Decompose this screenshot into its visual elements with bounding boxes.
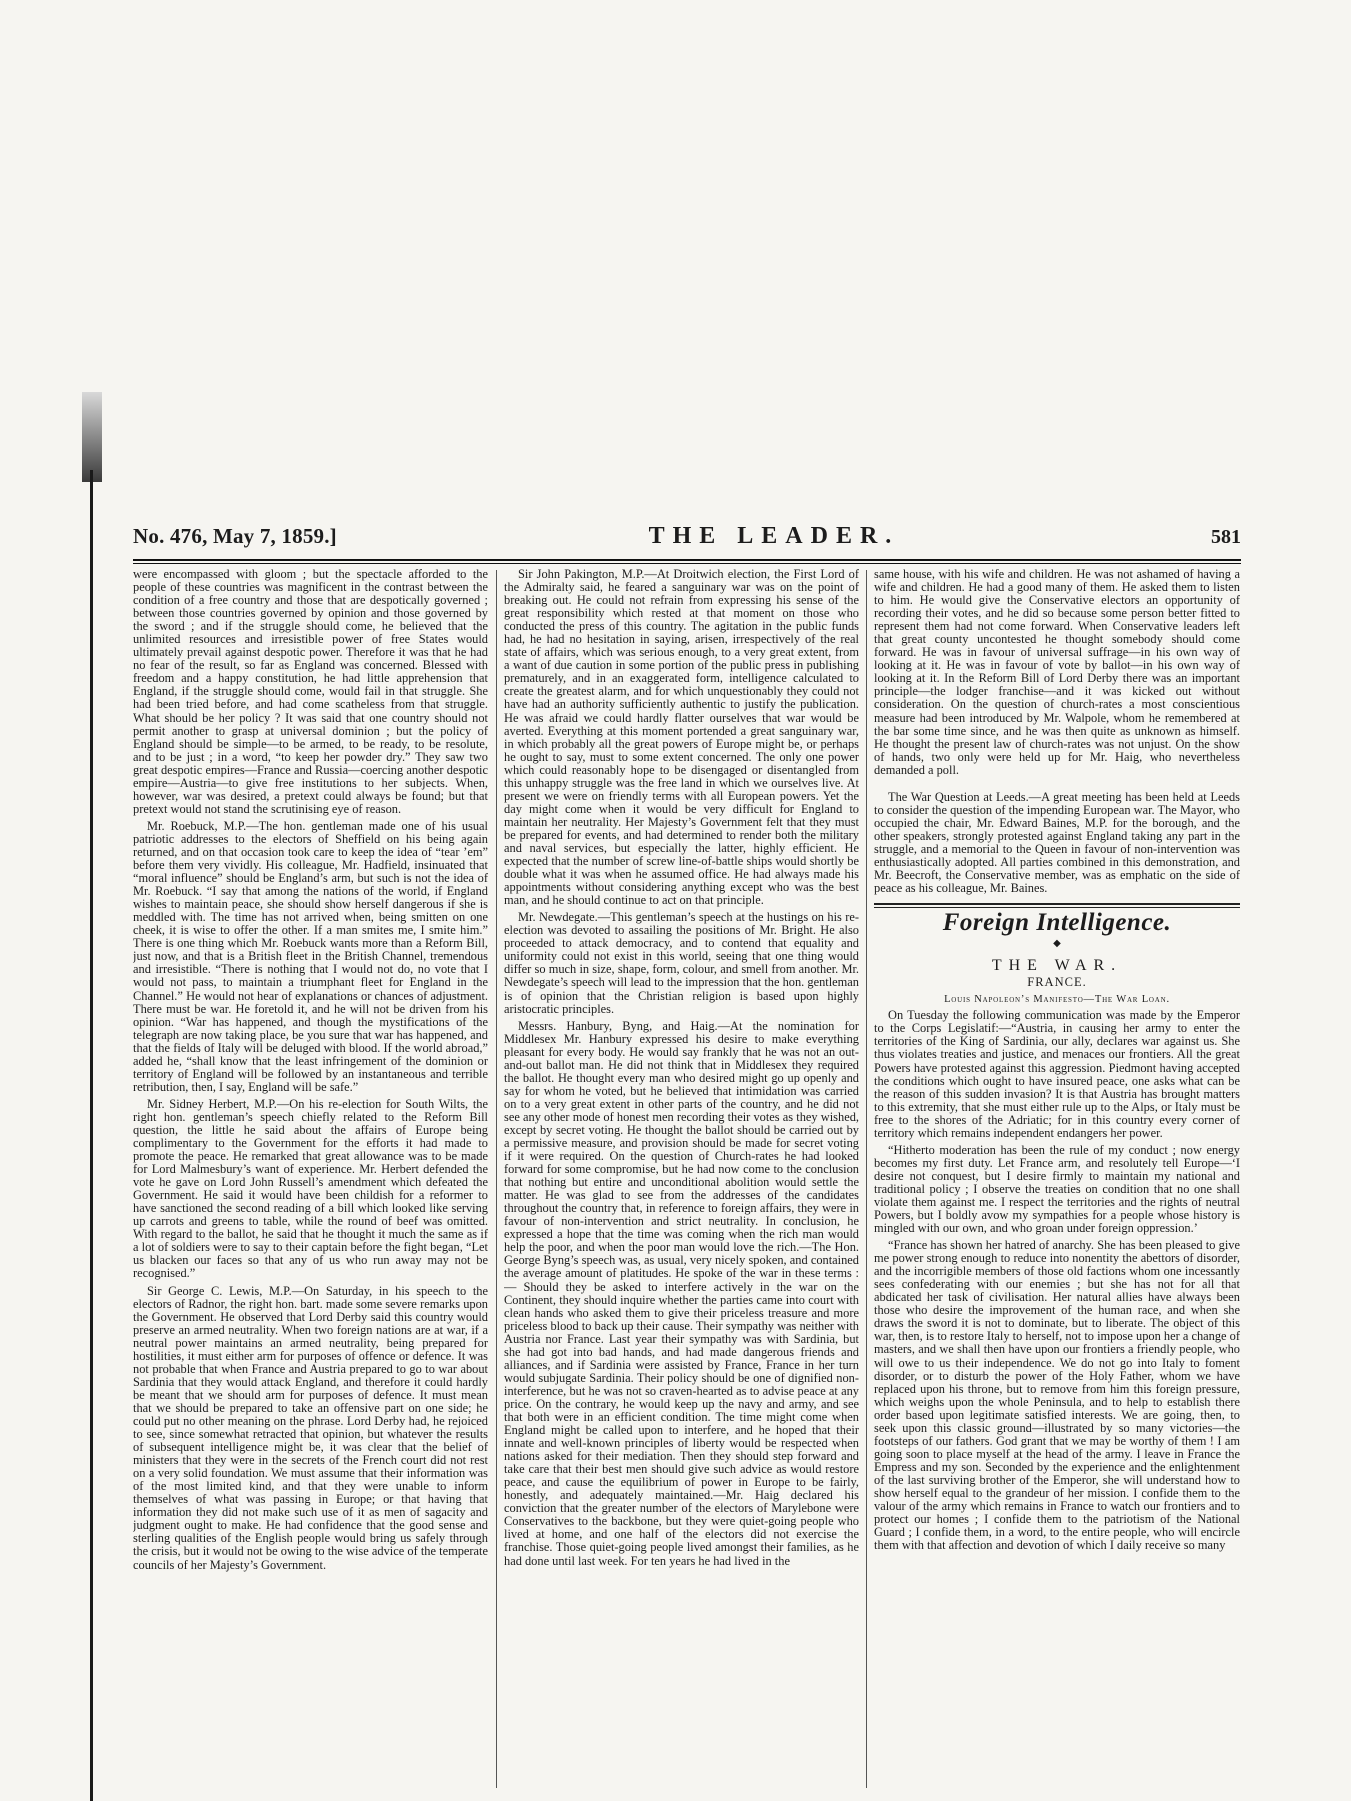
paragraph-middlesex: Messrs. Hanbury, Byng, and Haig.—At the nomination for Middlesex Mr. Hanbury expressed his desire to make everything pleasant for every body. He would say frankly that he was not an out-and-out ballot man. He did not think that in Middlesex they required the ballot. He thought every man who desired might go up openly and say for whom he voted, but he believed that intimidation was carried on to a very great extent in other parts of the country, and he did not see any other mode of honest men recording their votes as they wished, except by secret voting. He thought the ballot should be carried out by a permissive measure, and provision should be made for secret voting if it were required. On the question of Church-rates he had looked forward for some compromise, but he had now come to the conclusion that nothing but entire and unconditional abolition would settle the matter. He was glad to see from the addresses of the candidates throughout the country that, in reference to foreign affairs, they were in favour of non-intervention and strict neutrality. In conclusion, he expressed a hope that the time was coming when the rich man would help the poor, and when the poor man would love the rich.—The Hon. George Byng’s speech was, as usual, very nicely spoken, and contained the average amount of platitudes. He spoke of the war in these terms :— Should they be asked to interfere actively in the war on the Continent, they should inquire whether the parties came into court with clean hands who asked them to give their priceless treasure and more priceless blood to back up their cause. Their sympathy was neither with Austria nor France. Last year their sympathy was with Sardinia, but she had got into bad hands, and had made dangerous friends and alliances, and if Sardinia were assisted by France, France in her turn would subjugate Sardinia. Their policy should be one of dignified non-interference, but he was not so craven-hearted as to advise peace at any price. On the contrary, he would keep up the navy and army, and see that both were in an efficient condition. The time might come when England might be called upon to interfere, and he hoped that their innate and well-known principles of liberty would be respected when nations asked for their mediation. Then they should step forward and take care that their best men should give such advice as would restore peace, and cause the equilibrium of power in Europe to be fairly, honestly, and adequately maintained.—Mr. Haig declared his conviction that the greater number of the electors of Marylebone were Conservatives to the backbone, but they were quiet-going people who lived at home, and one half of the electors did not exercise the franchise. Those quiet-going people lived amongst their families, as he had done until last week. For ten years he had lived in the [504, 1018, 859, 1568]
masthead [133, 523, 1241, 557]
masthead-rule [133, 559, 1241, 561]
paragraph-lewis: Sir George C. Lewis, M.P.—On Saturday, in his speech to the electors of Radnor, the right hon. bart. made some severe remarks upon the Government. He observed that Lord Derby said this country would preserve an armed neutrality. When two foreign nations are at war, if a neutral power maintains an armed neutrality, being prepared for hostilities, it must either arm for purposes of offence or defence. It was not probable that when France and Austria prepared to go to war about Sardinia that they would attack England, and therefore it could hardly be meant that we should arm for purposes of defence. It must mean that we should be prepared to take an offensive part on one side; he could put no other meaning on the phrase. Lord Derby had, he rejoiced to see, since somewhat retracted that opinion, but whatever the results of subsequent intelligence might be, it was clear that the belief of ministers that they were in the secrets of the French court did not rest on a very solid foundation. We must assume that their information was of the most limited kind, and that they were unable to inform themselves of what was passing in Europe; or that having that information they did not make such use of it as men of sagacity and judgment ought to make. He had confidence that the good sense and sterling qualities of the English people would bring us safely through the crisis, but it would not be owing to the wise advice of the temperate councils of her Majesty’s Government. [133, 1283, 488, 1572]
country-heading: FRANCE. [1027, 975, 1087, 990]
paragraph-herbert: Mr. Sidney Herbert, M.P.—On his re-election for South Wilts, the right hon. gentleman’s speech chiefly related to the Reform Bill question, the little he said about the affairs of Europe being complimentary to the Government for the efforts it had made to promote the peace. He remarked that great allowance was to be made for Lord Malmesbury’s want of experience. Mr. Herbert defended the vote he gave on Lord John Russell’s amendment which defeated the Government. He said it would have been childish for a reformer to have sanctioned the second reading of a bill which looked like serving up carrots and greens to table, while the round of beef was omitted. With regard to the ballot, he said that he thought it much the same as if a lot of soldiers were to say to their captain before the fight began, “Let us blacken our faces so that any of us who run away may not be recognised.” [133, 1096, 488, 1281]
newspaper-title: THE LEADER. [648, 523, 900, 549]
paragraph-manifesto: On Tuesday the following communication was made by the Emperor to the Corps Legislatif:—“Austria, in causing her army to enter the territories of the King of Sardinia, our ally, declares war against us. She thus violates treaties and justice, and menaces our frontiers. All the great Powers have protested against this aggression. Piedmont having accepted the conditions which ought to have insured peace, one asks what can be the reason of this sudden invasion? It is that Austria has brought matters to this extremity, that she must either rule up to the Alps, or Italy must be free to the shores of the Adriatic; for in this country every corner of territory which remains independent endangers her power. [874, 1008, 1240, 1140]
article-subhead: Louis Napoleon’s Manifesto—The War Loan. [944, 994, 1170, 1006]
paragraph-manifesto: “Hitherto moderation has been the rule of my conduct ; now energy becomes my first duty. Let France arm, and resolutely tell Europe—‘I desire not conquest, but I desire firmly to maintain my national and traditional policy ; I observe the treaties on condition that no one shall violate them against me. I respect the territories and the rights of neutral Powers, but I boldly avow my sympathies for a people whose history is mingled with our own, and who groan under foreign oppression.’ [874, 1142, 1240, 1236]
column-1 [133, 568, 488, 1790]
paragraph-manifesto: “France has shown her hatred of anarchy. She has been pleased to give me power strong enough to reduce into nonentity the abettors of disorder, and the incorrigible members of those old factions whom one incessantly sees confederating with our enemies ; but she has not for all that abdicated her task of civilisation. Her natural allies have always been those who desire the improvement of the human race, and when she draws the sword it is not to dominate, but to liberate. The object of this war, then, is to restore Italy to herself, not to impose upon her a change of masters, and we shall then have upon our frontiers a friendly people, who will owe to us their independence. We do not go into Italy to foment disorder, or to disturb the power of the Holy Father, whom we have replaced upon his throne, but to remove from him this foreign pressure, which weighs upon the whole Peninsula, and to help to establish there order based upon legitimate satisfied interests. We are going, then, to seek upon this classic ground—illustrated by so many victories—the footsteps of our fathers. God grant that we may be worthy of them ! I am going soon to place myself at the head of the army. I leave in France the Empress and my son. Seconded by the experience and the enlightenment of the last surviving brother of the Emperor, she will understand how to show herself equal to the grandeur of her mission. I confide them to the valour of the army which remains in France to watch our frontiers and to protect our homes ; I confide them to the patriotism of the National Guard ; I confide them, in a word, to the entire people, who will encircle them with that affection and devotion of which I daily receive so many [874, 1238, 1240, 1553]
section-title: Foreign Intelligence. [942, 909, 1172, 937]
paragraph-leeds: The War Question at Leeds.—A great meeting has been held at Leeds to consider the question of the impending European war. The Mayor, who occupied the chair, Mr. Edward Baines, M.P. for the borough, and the other speakers, strongly protested against England taking any part in the struggle, and a memorial to the Queen in favour of non-intervention was enthusiastically adopted. All parties combined in this demonstration, and Mr. Beecroft, the Conservative member, was as emphatic on the side of peace as his colleague, Mr. Baines. [874, 789, 1240, 896]
binding-edge [90, 470, 93, 1801]
page-number: 581 [1211, 526, 1241, 548]
paragraph: same house, with his wife and children. He was not ashamed of having a wife and children. He had a good many of them. He asked them to listen to him. He would give the Conservative electors an opportunity of recording their votes, and he did so because some person better fitted to represent them had not come forward. When Conservative leaders left that great county uncontested he thought somebody should come forward. He was in favour of universal suffrage—in his own way of looking at it. He was in favour of vote by ballot—in his own way of looking at it. In the Reform Bill of Lord Derby there was an important principle—the lodger franchise—and it was kicked out without consideration. On the question of church-rates a most conscientious measure had been introduced by Mr. Walpole, whom he remembered at the bar some time since, and he was then quite as unknown as himself. He thought the present law of church-rates was not unjust. On the show of hands, two only were held up for Mr. Haig, who nevertheless demanded a poll. [874, 568, 1240, 777]
column-3 [874, 568, 1240, 1790]
paragraph: were encompassed with gloom ; but the spectacle afforded to the people of these countries was magnificent in the contrast between the condition of a free country and those that are despotically governed ; between those countries governed by opinion and those governed by the sword ; and if the struggle should come, he believed that the unlimited resources and irresistible power of free States would ultimately prevail against despotic power. Therefore it was that he had no fear of the result, so far as England was concerned. Blessed with freedom and a happy constitution, he had little apprehension that England, if the struggle should come, would fail in that struggle. She had been tried before, and had come scatheless from that struggle. What should be her policy ? It was said that one country should not permit another to grasp at universal dominion ; but the policy of England should be simple—to be armed, to be ready, to be resolute, and to be just ; in a word, “to keep her powder dry.” They saw two great despotic empires—France and Russia—coercing another despotic empire—Austria—to give free institutions to her subjects. When, however, war was desired, a pretext could always be found; but that pretext would not stand the scrutinising eye of reason. [133, 568, 488, 816]
paragraph-pakington: Sir John Pakington, M.P.—At Droitwich election, the First Lord of the Admiralty said, he feared a sanguinary war was on the point of breaking out. He could not refrain from expressing his sense of the great responsibility which rested at that moment on those who conducted the press of this country. The agitation in the public funds had, he had no hesitation in saying, arisen, irrespectively of the real state of affairs, which was serious enough, to a very great extent, from a want of due caution in some portion of the public press in publishing prematurely, and in an exaggerated form, intelligence calculated to create the greatest alarm, and for which unquestionably they could not have had an authority sufficiently authentic to justify the publication. He was afraid we could hardly flatter ourselves that war would be averted. Everything at this moment portended a great sanguinary war, in which probably all the great powers of Europe might be, or perhaps he ought to say, must to some extent concerned. The only one power which could reasonably hope to be disengaged or disentangled from this unhappy struggle was the free land in which we ourselves live. At present we were on friendly terms with all European powers. Yet the day might come when it would be very difficult for England to maintain her neutrality. Her Majesty’s Government felt that they must be prepared for events, and had determined to render both the military and naval services, but especially the latter, highly efficient. He expected that the number of screw line-of-battle ships would shortly be double what it was when he assumed office. He had always made his appointments without considering anything except who was the best man, and he should continue to act on that principle. [504, 568, 859, 908]
column-2 [504, 568, 859, 1790]
binding-shadow [82, 392, 102, 482]
column-divider [496, 570, 497, 1788]
section-rule-thin [874, 907, 1240, 908]
paragraph-roebuck: Mr. Roebuck, M.P.—The hon. gentleman made one of his usual patriotic addresses to the electors of Sheffield on his being again returned, and on that occasion took care to keep the idea of “tear ’em” before them very vividly. His colleague, Mr. Hadfield, insinuated that “moral influence” should be England’s arm, but such is not the idea of Mr. Roebuck. “I say that among the nations of the world, if England wishes to maintain peace, she should show herself dangerous if she is meddled with. The time has not arrived when, being smitten on one cheek, it is wise to offer the other. If a man smites me, I smite him.” There is one thing which Mr. Roebuck wants more than a Reform Bill, just now, and that is a British fleet in the British Channel, tremendous and irresistible. “There is nothing that I would not do, no vote that I would not pass, to maintain a triumphant fleet for England in the Channel.” He would not hear of explanations or chances of adjustment. There must be war. He foretold it, and he will not be driven from his opinion. “War has happened, and though the mystifications of the telegraph are now taking place, be you sure that war has happened, and that the fields of Italy will be deluged with blood. If the world abroad,” added he, “shall know that the least infringement of the dominion or territory of England will be followed by an instantaneous and terrible retribution, then, I say, England will be safe.” [133, 818, 488, 1094]
section-subtitle: THE WAR. [991, 957, 1123, 975]
issue-date: No. 476, May 7, 1859.] [133, 524, 337, 548]
paragraph-newdegate: Mr. Newdegate.—This gentleman’s speech at the hustings on his re-election was devoted to assailing the positions of Mr. Bright. He also proceeded to attack democracy, and to contend that equality and uniformity could not exist in this world, seeing that one thing would differ so much in size, shape, form, colour, and smell from another. Mr. Newdegate’s speech will lead to the impression that the hon. gentleman is of opinion that the Christian religion is based upon highly aristocratic principles. [504, 910, 859, 1016]
column-divider [866, 570, 867, 1788]
ornament-diamond-icon: ◆ [1053, 938, 1061, 950]
masthead-rule-thin [133, 563, 1241, 564]
section-rule [874, 903, 1240, 905]
